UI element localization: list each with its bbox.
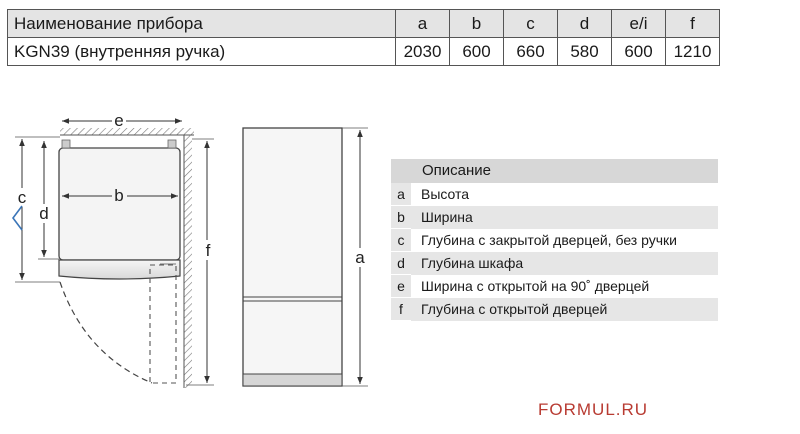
open-door-outline [150,265,176,383]
value-c: 660 [504,38,558,66]
header-col-d: d [558,10,612,38]
legend-item [391,298,718,321]
legend-key: f [391,298,411,321]
value-f: 1210 [666,38,720,66]
value-a: 2030 [396,38,450,66]
dim-a-label: a [355,248,365,267]
top-view [13,111,214,388]
legend-item [391,206,718,229]
legend-item [391,275,718,298]
header-col-f: f [666,10,720,38]
dim-b-label: b [114,186,124,205]
model-name-cell: KGN39 (внутренняя ручка) [8,38,396,66]
legend-item [391,252,718,275]
watermark: FORMUL.RU [538,400,649,419]
dim-f-label: f [205,241,211,260]
legend [391,159,718,321]
legend-title: Описание [391,159,718,183]
fridge-top-door [59,260,180,279]
legend-item [391,183,718,206]
side-wall-hatch [184,135,192,388]
dim-e-label: e [114,111,124,130]
legend-text: Высота [421,186,470,202]
fridge-top-hinge-left [62,140,70,148]
fridge-front-base [243,374,342,386]
back-wall-hatch [60,128,194,135]
fridge-front-body [243,128,342,386]
legend-item [391,229,718,252]
header-name-cell: Наименование прибора [8,10,396,38]
door-swing-arc [60,282,152,383]
value-ei: 600 [612,38,666,66]
legend-key: a [391,183,411,206]
value-b: 600 [450,38,504,66]
header-col-a: a [396,10,450,38]
fridge-top-hinge-right [168,140,176,148]
legend-text: Ширина с открытой на 90˚ дверцей [421,278,650,294]
legend-text: Ширина [411,206,718,229]
legend-key: b [391,206,411,229]
legend-text: Глубина с открытой дверцей [411,298,718,321]
legend-key: e [391,275,411,298]
header-col-ei: e/i [612,10,666,38]
value-d: 580 [558,38,612,66]
dim-d-label: d [39,204,49,223]
front-view [243,128,368,386]
legend-text: Глубина с закрытой дверцей, без ручки [421,232,677,248]
header-col-b: b [450,10,504,38]
header-col-c: c [504,10,558,38]
legend-text: Глубина шкафа [411,252,718,275]
legend-key: d [391,252,411,275]
legend-key: c [391,229,411,252]
chevron-left-icon [13,206,22,230]
dim-c-label: c [17,188,27,207]
